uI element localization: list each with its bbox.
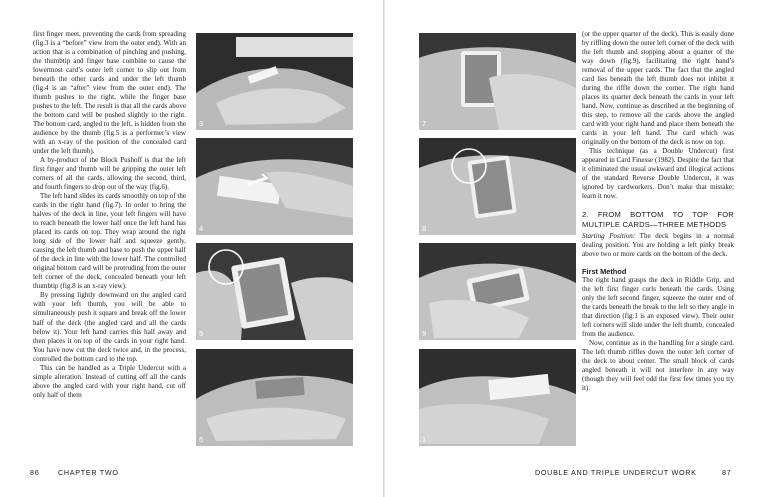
figure-photo	[419, 243, 576, 340]
figure-photo	[196, 33, 353, 130]
left-page	[0, 0, 383, 497]
paragraph: Now, continue as in the handling for a single card. The left thumb riffles down the outer left corner of the deck to about center. The small block of cards angled beneath it will not interfere in any way (though they will feel odd the first few times you try it).	[582, 339, 734, 393]
starting-position-text: The deck begins in a normal dealing position. You are holding a left pinky break above two or more cards on the bottom of the deck.	[582, 232, 734, 259]
figure-number: 6	[199, 435, 204, 444]
right-text-column	[582, 30, 734, 393]
figure-photo	[419, 33, 576, 130]
paragraph: (or the upper quarter of the deck). This is easily done by riffling down the outer left corner of the deck with the left thumb and stopping about a quarter of the way down (fig.9), facilitating the right hand’s removal of the upper cards. The fact that the angled card lies beneath the left thumb does not inhibit it during the riffle down the corner. The right hand places its quarter deck beneath the cards in your left hand. Now, continue as described at the beginning of this step, to remove all the cards above the angled card with your right hand and place them beneath the cards in your left hand. The card which was originally on the bottom of the deck is now on top.	[582, 30, 734, 147]
figure-number: 9	[422, 329, 427, 338]
hands-with-cards-image	[419, 243, 576, 340]
figure-photo	[196, 243, 353, 340]
paragraph: The right hand grasps the deck in Riddle Grip, and the left first finger curls beneath the cards. Using only the left second finger, squeeze the outer end of the cards beneath the break to the left so they angle in that direction (fig.1 is an exposed view). Their outer left corners will slide under the left thumb, concealed from the audience.	[582, 276, 734, 339]
starting-position-label: Starting Position:	[582, 232, 636, 241]
right-page	[385, 0, 768, 497]
hands-with-cards-image	[419, 33, 576, 130]
figure-photo	[196, 138, 353, 235]
figure-number: 7	[422, 119, 427, 128]
hands-with-cards-image	[196, 243, 353, 340]
figure-number: 1	[422, 435, 427, 444]
page-number: 86	[30, 468, 40, 477]
subheading: First Method	[582, 267, 627, 277]
figure-number: 5	[199, 329, 204, 338]
hands-with-cards-image	[196, 138, 353, 235]
paragraph: By pressing lightly downward on the angled card with your left thumb, you will be able to simultaneously push it square and break off the lower half of the deck (the angled card and all the cards below it). Your left hand carries this half away and then places it on top of the cards in your right hand. You have now cut the deck twice and, in the process, controlled the bottom card to the top.	[33, 291, 186, 363]
figure-photo	[196, 349, 353, 446]
hands-with-cards-image	[196, 33, 353, 130]
hands-with-cards-image	[419, 349, 576, 446]
figure-number: 8	[422, 224, 427, 233]
section-heading: 2. FROM BOTTOM TO TOP FOR MULTIPLE CARDS—THREE METHODS	[582, 210, 734, 229]
figure-number: 4	[199, 224, 204, 233]
running-head: CHAPTER TWO	[58, 468, 119, 477]
hands-with-cards-image	[196, 349, 353, 446]
paragraph: first finger meet, preventing the cards from spreading (fig.3 is a “before” view from the outer end). With an action that is a combination of pinching and pushing, the thumbtip and finger base combine to cause the lowermost card’s outer left corner to slip out from beneath the other cards and under the left thumb (fig.4 is an “after” view from the outer end). The thumb pushes to the right, while the finger base pushes to the left. The result is that all the cards above the bottom card will be pushed slightly to the right. The bottom card, angled to the left, is hidden from the audience by the thumb (fig.5 is a performer’s view with an x-ray of the position of the concealed card under the left thumb).	[33, 30, 186, 156]
paragraph: This can be handled as a Triple Undercut with a simple alteration. Instead of cutting off all the cards above the angled card with your right hand, cut off only half of them	[33, 363, 186, 399]
figure-photo	[419, 138, 576, 235]
paragraph: The left hand slides its cards smoothly on top of the cards in the right hand (fig.7). In order to bring the halves of the deck in line, your left fingers will have to reach beneath the lower half once the left hand has placed its cards on top. They wrap around the right long side of the lower half and squeeze gently, causing the left thumb and base to push the upper half of the deck in line with the lower half. The controlled original bottom card will be protruding from the outer left corner of the deck, concealed beneath your left thumbtip (fig.8 is an x-ray view).	[33, 192, 187, 291]
paragraph: A by-product of the Block Pushoff is that the left first finger and thumb will be gripping the outer left corners of all the cards, allowing the second, third, and fourth fingers to drop out of the way (fig.6).	[33, 156, 186, 192]
starting-position-paragraph	[582, 232, 734, 259]
left-text-column	[33, 30, 186, 400]
figure-number: 3	[199, 119, 204, 128]
running-head: DOUBLE AND TRIPLE UNDERCUT WORK	[535, 468, 697, 477]
page-number: 87	[722, 468, 732, 477]
hands-with-cards-image	[419, 138, 576, 235]
figure-photo	[419, 349, 576, 446]
paragraph: This technique (as a Double Undercut) first appeared in Card Finesse (1982). Despite the fact that it eliminated the usual awkward and illogical actions of the standard Reverse Double Undercut, it was ignored by cardworkers. Don’t make that mistake; learn it now.	[582, 147, 734, 201]
